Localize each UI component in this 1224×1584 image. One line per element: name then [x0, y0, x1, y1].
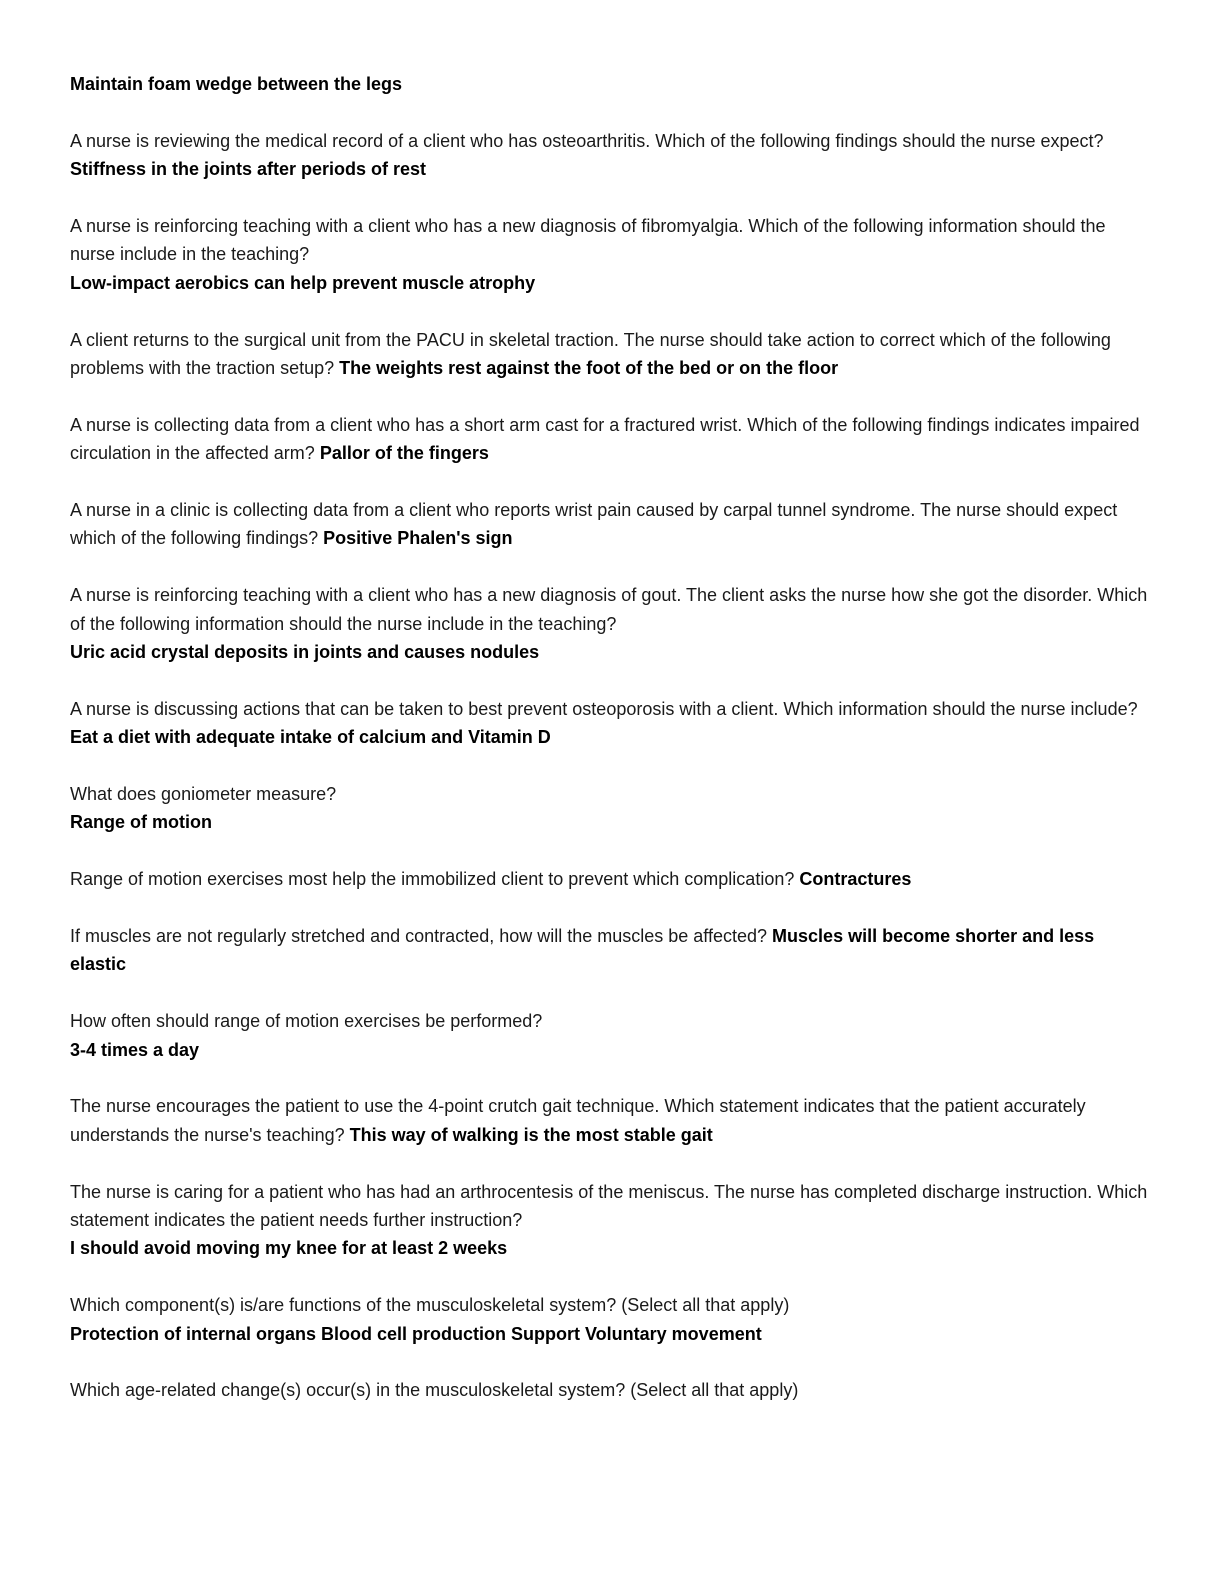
answer-text: Uric acid crystal deposits in joints and causes nodules	[70, 642, 540, 663]
answer-text: Muscles will become shorter and less elastic	[70, 926, 1095, 975]
question-text: A client returns to the surgical unit from the PACU in skeletal traction. The nurse should take action to correct which of the following problems with the traction setup?	[70, 329, 1111, 379]
question-text: If muscles are not regularly stretched and contracted, how will the muscles be affected?	[70, 926, 768, 947]
qa-item	[70, 865, 1150, 893]
question-text: A nurse is discussing actions that can be taken to best prevent osteoporosis with a client. Which information should the nurse include?	[70, 698, 1138, 719]
answer-text: 3-4 times a day	[70, 1039, 200, 1060]
question-text: Which age-related change(s) occur(s) in the musculoskeletal system? (Select all that apply)	[70, 1380, 799, 1401]
qa-item	[70, 695, 1150, 752]
answer-text: Positive Phalen's sign	[323, 528, 513, 549]
answer-text: Low-impact aerobics can help prevent muscle atrophy	[70, 272, 536, 293]
qa-item	[70, 922, 1150, 979]
question-text: A nurse is reinforcing teaching with a client who has a new diagnosis of fibromyalgia. Which of the following information should the nurse include in the teaching?	[70, 216, 1106, 265]
qa-item	[70, 1178, 1150, 1263]
answer-text: Range of motion	[70, 812, 212, 833]
question-text: A nurse in a clinic is collecting data from a client who reports wrist pain caused by carpal tunnel syndrome. The nurse should expect which of the following findings?	[70, 500, 1118, 549]
answer-text: The weights rest against the foot of the bed or on the floor	[339, 358, 839, 379]
answer-text: Contractures	[799, 869, 912, 890]
qa-list	[70, 70, 1150, 1433]
answer-text: Stiffness in the joints after periods of rest	[70, 159, 427, 180]
qa-item	[70, 581, 1150, 666]
question-text: Which component(s) is/are functions of the musculoskeletal system? (Select all that apply)	[70, 1295, 790, 1316]
question-text: A nurse is reviewing the medical record of a client who has osteoarthritis. Which of the following findings should the nurse expect?	[70, 130, 1104, 151]
answer-text: Eat a diet with adequate intake of calcium and Vitamin D	[70, 727, 551, 748]
question-text: The nurse is caring for a patient who has had an arthrocentesis of the meniscus. The nurse has completed discharge instruction. Which statement indicates the patient needs further instruction?	[70, 1181, 1148, 1231]
answer-text: This way of walking is the most stable gait	[349, 1124, 713, 1145]
qa-item	[70, 411, 1150, 468]
qa-item	[70, 496, 1150, 553]
qa-item	[70, 127, 1150, 184]
question-text: A nurse is collecting data from a client who has a short arm cast for a fractured wrist. Which of the following findings indicates impaired circulation in the affected arm?	[70, 414, 1140, 464]
question-text: The nurse encourages the patient to use the 4-point crutch gait technique. Which statement indicates that the patient accurately understands the nurse's teaching?	[70, 1096, 1086, 1145]
answer-text: I should avoid moving my knee for at least 2 weeks	[70, 1238, 508, 1259]
question-text: What does goniometer measure?	[70, 784, 337, 805]
qa-item	[70, 780, 1150, 837]
qa-item	[70, 1376, 1150, 1404]
qa-item	[70, 1007, 1150, 1064]
answer-text: Pallor of the fingers	[319, 443, 489, 464]
answer-text: Maintain foam wedge between the legs	[70, 74, 403, 94]
question-text: How often should range of motion exercises be performed?	[70, 1011, 543, 1032]
qa-item	[70, 326, 1150, 383]
qa-item	[70, 1291, 1150, 1348]
question-text: A nurse is reinforcing teaching with a client who has a new diagnosis of gout. The client asks the nurse how she got the disorder. Which of the following information should the nurse include in the teaching?	[70, 585, 1148, 634]
qa-item	[70, 212, 1150, 297]
qa-item	[70, 70, 1150, 98]
question-text: Range of motion exercises most help the immobilized client to prevent which complication?	[70, 869, 795, 890]
qa-item	[70, 1092, 1150, 1149]
answer-text: Protection of internal organs Blood cell production Support Voluntary movement	[70, 1323, 762, 1344]
